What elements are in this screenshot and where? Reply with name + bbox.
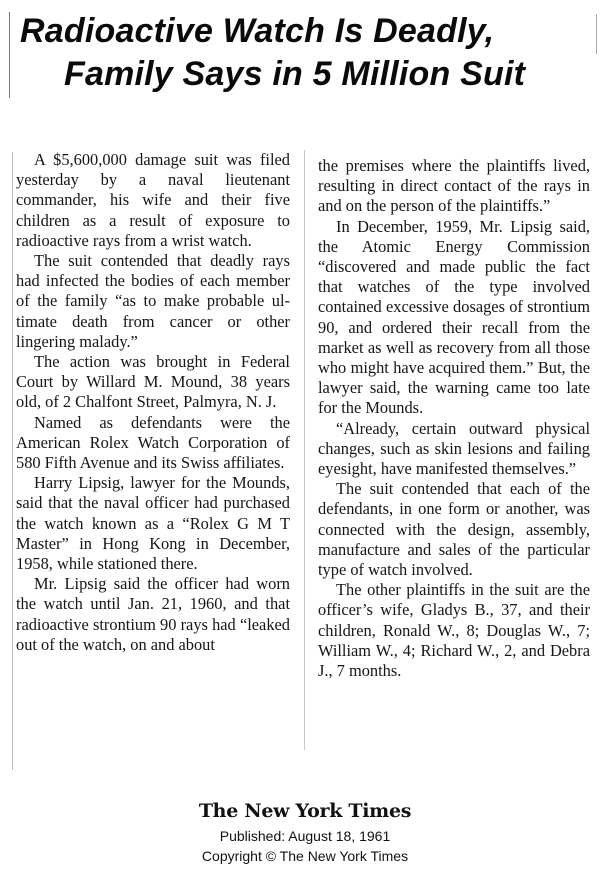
article-column-left [16,150,290,655]
headline-line-1: Radioactive Watch Is Deadly, [20,12,495,50]
published-date: Published: August 18, 1961 [219,828,391,844]
article-paragraph: In December, 1959, Mr. Lipsig said, the Atomic Energy Commission “discovered and made public the fact that watches of the type involved contained excessive dosages of strontium 90, and ordered their recall from the market as well as recovery from all those who might have acquired them.” But, the lawyer said, the warning came too late for the Mounds. [318,216,590,418]
article-paragraph: The other plaintiffs in the suit are the officer’s wife, Gladys B., 37, and their children, Ronald W., 8; Douglas W., 7; William W., 4; Richard W., 2, and Debra J., 7 months. [318,580,590,681]
article-paragraph: Mr. Lipsig said the officer had worn the watch until Jan. 21, 1960, and that radioactive strontium 90 rays had “leaked out of the watch, on and about [16,574,290,654]
article-paragraph: “Already, certain outward physical changes, such as skin lesions and failing eyesight, have manifested themselves.” [318,418,590,479]
article-paragraph: A $5,600,000 damage suit was filed yesterday by a naval lieutenant commander, his wife and their five children as a result of exposure to radioactive rays from a wrist watch. [16,150,290,250]
headline [20,10,600,96]
article-paragraph: The suit contended that each of the defendants, in one form or another, was connected with the design, assembly, manufacture and sales of the particular type of watch involved. [318,479,590,580]
column-divider [304,150,305,750]
headline-line-2: Family Says in 5 Million Suit [64,55,526,93]
scan-edge-mark [12,152,13,770]
article-paragraph: Harry Lipsig, lawyer for the Mounds, said that the naval officer had purchased the watch known as a “Rolex G M T Master” in Hong Kong in December, 1958, while stationed there. [16,473,290,574]
article-paragraph: The action was brought in Federal Court by Willard M. Mound, 38 years old, of 2 Chalfont Street, Palmyra, N. J. [16,352,290,412]
article-paragraph: the premises where the plaintiffs lived, resulting in direct contact of the rays in and on the person of the plaintiffs.” [318,156,590,216]
nyt-logo: The New York Times [198,800,412,822]
article-paragraph: The suit contended that deadly rays had infected the bodies of each member of the family “as to make probable ultimate death from cancer or other lingering malady.” [16,251,290,351]
scan-edge-mark [9,12,10,98]
source-footer [0,800,610,866]
article-column-right [318,156,590,681]
copyright-notice: Copyright © The New York Times [201,848,409,864]
article-paragraph: Named as defendants were the American Rolex Watch Corporation of 580 Fifth Avenue and its Swiss affiliates. [16,412,290,473]
